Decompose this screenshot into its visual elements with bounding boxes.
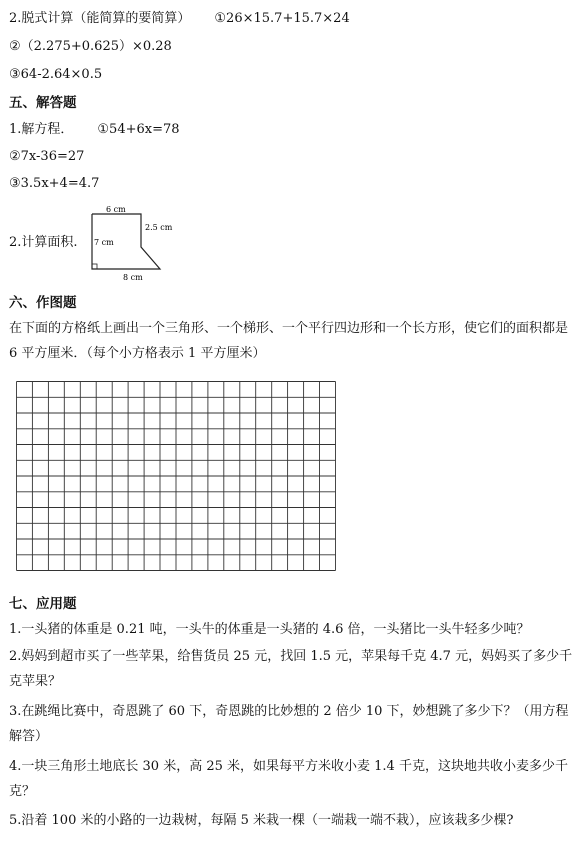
word-problem-5: 5.沿着 100 米的小路的一边栽树，每隔 5 米栽一棵（一端栽一端不栽），应该栽多少棵? bbox=[9, 813, 514, 828]
calc-question-line bbox=[9, 11, 350, 27]
word-problem-1: 1.一头猪的体重是 0.21 吨，一头牛的体重是一头猪的 4.6 倍，一头猪比一头牛轻多少吨？ bbox=[9, 622, 530, 637]
equation-question-line bbox=[9, 122, 180, 138]
area-question-label: 2.计算面积. bbox=[9, 235, 78, 250]
square-grid bbox=[16, 381, 336, 571]
trapezoid-figure bbox=[87, 205, 187, 283]
word-problem-3: 3.在跳绳比赛中，奇恩跳了 60 下，奇恩跳的比妙想的 2 倍少 10 下，妙想跳了多少下？（用方程解答） bbox=[9, 704, 569, 744]
drawing-instruction: 在下面的方格纸上画出一个三角形、一个梯形、一个平行四边形和一个长方形，使它们的面积都是 6 平方厘米．（每个小方格表示 1 平方厘米） bbox=[9, 321, 569, 361]
figure-label-left: 7 cm bbox=[94, 238, 114, 247]
section-title-6: 六、作图题 bbox=[9, 295, 77, 311]
calc-question-label: 2.脱式计算（能简算的要简算） bbox=[9, 11, 191, 26]
right-angle-mark bbox=[92, 264, 97, 269]
calc-item-2: ②（2.275+0.625）×0.28 bbox=[9, 39, 172, 54]
equation-2: ②7x-36=27 bbox=[9, 149, 85, 164]
equation-3: ③3.5x+4=4.7 bbox=[9, 176, 100, 191]
equation-1: ①54+6x=78 bbox=[97, 122, 180, 137]
section-title-5: 五、解答题 bbox=[9, 95, 77, 111]
word-problem-2: 2.妈妈到超市买了一些苹果，给售货员 25 元，找回 1.5 元，苹果每千克 4.7 元，妈妈买了多少千克苹果？ bbox=[9, 649, 573, 689]
grid-lines bbox=[17, 382, 336, 571]
figure-label-top: 6 cm bbox=[106, 205, 126, 214]
calc-item-3: ③64-2.64×0.5 bbox=[9, 67, 103, 82]
figure-label-right: 2.5 cm bbox=[145, 223, 173, 232]
word-problem-4: 4.一块三角形土地底长 30 米，高 25 米，如果每平方米收小麦 1.4 千克，这块地共收小麦多少千克？ bbox=[9, 759, 568, 799]
equation-question-label: 1.解方程． bbox=[9, 122, 74, 137]
figure-label-bottom: 8 cm bbox=[123, 273, 143, 282]
calc-item-1: ①26×15.7+15.7×24 bbox=[214, 11, 350, 26]
section-title-7: 七、应用题 bbox=[9, 596, 77, 612]
